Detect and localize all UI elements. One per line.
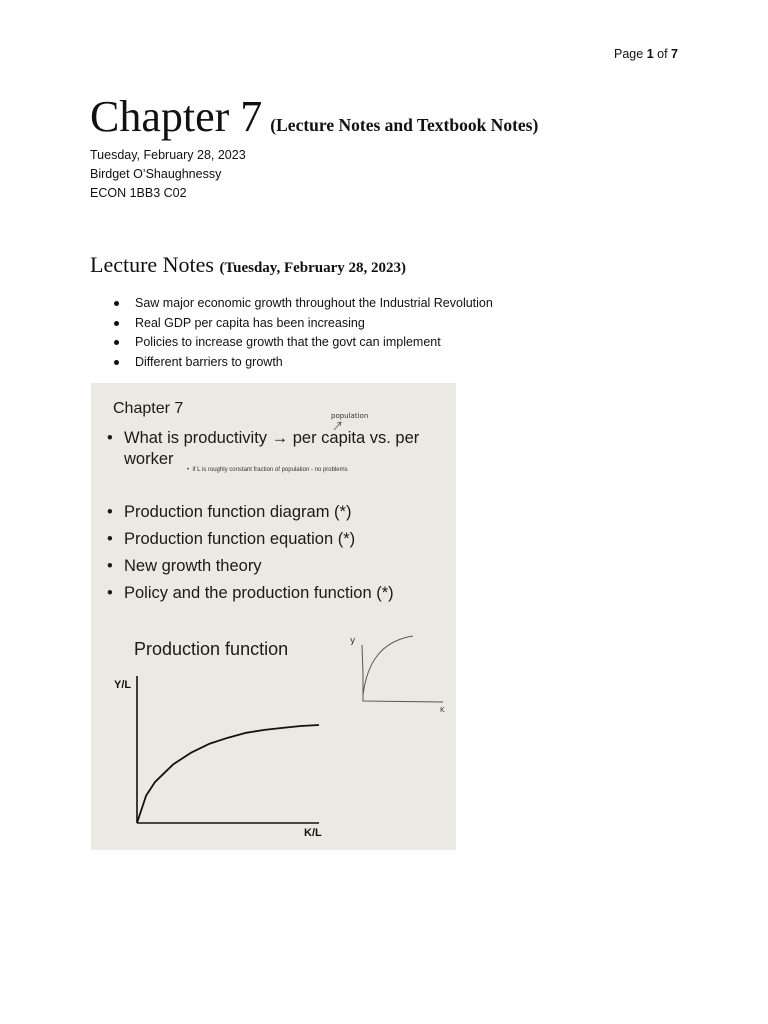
list-item xyxy=(112,314,493,334)
bullet-dot xyxy=(114,340,119,345)
section-date: (Tuesday, February 28, 2023) xyxy=(219,260,407,276)
slide-bullet-char: • xyxy=(107,530,113,548)
slide-bullet-text: Production function equation (*) xyxy=(124,530,356,548)
slide-title: Chapter 7 xyxy=(113,400,184,417)
chapter-subtitle: (Lecture Notes and Textbook Notes) xyxy=(270,115,539,135)
list-item xyxy=(112,294,493,314)
chapter-title-text: Chapter 7 xyxy=(90,92,263,141)
meta-author: Birdget O’Shaughnessy xyxy=(90,167,222,181)
x-axis-label: K/L xyxy=(304,827,322,839)
section-title xyxy=(90,252,406,278)
slide-bullet-text: What is productivity → per capita vs. per xyxy=(124,429,420,447)
slide-bullet-char: • xyxy=(107,584,113,602)
list-item-text: Policies to increase growth that the govt can implement xyxy=(135,335,441,349)
page-sep: of xyxy=(657,47,668,61)
bullet-dot xyxy=(114,301,119,306)
lecture-bullets xyxy=(112,294,493,372)
sketch-x-label: K xyxy=(440,706,445,714)
list-item xyxy=(112,353,493,373)
slide-bullet-char: • xyxy=(107,557,113,575)
chapter-title xyxy=(90,92,539,141)
list-item-text: Saw major economic growth throughout the Industrial Revolution xyxy=(135,296,493,310)
page-total: 7 xyxy=(671,47,678,61)
slide-bullet-cont-text: worker xyxy=(124,450,174,468)
lecture-slide-image xyxy=(91,383,456,850)
sub-note: • if L is roughly constant fraction of population - no problems xyxy=(187,467,348,473)
production-function-curve xyxy=(137,725,319,823)
slide-bullet-char: • xyxy=(107,503,113,521)
chart-title: Production function xyxy=(134,639,289,659)
page-number xyxy=(614,47,678,61)
list-item-text: Different barriers to growth xyxy=(135,354,283,369)
sketch-y-label: y xyxy=(350,636,356,646)
slide-bullet-text: Production function diagram (*) xyxy=(124,503,352,521)
list-item xyxy=(112,333,493,353)
page-prefix: Page xyxy=(614,47,644,61)
list-item-text: Real GDP per capita has been increasing xyxy=(135,315,365,330)
section-heading: Lecture Notes xyxy=(90,252,214,277)
slide-bullet-text: Policy and the production function (*) xyxy=(124,584,394,602)
bullet-dot xyxy=(114,360,119,365)
bullet-dot xyxy=(114,321,119,326)
y-axis-label: Y/L xyxy=(114,679,132,691)
sub-note-text: if L is roughly constant fraction of population - no problems xyxy=(192,467,348,473)
page-current: 1 xyxy=(646,47,654,61)
annotation-population: population xyxy=(331,412,369,420)
meta-date: Tuesday, February 28, 2023 xyxy=(90,148,246,162)
slide-bullet-text: New growth theory xyxy=(124,557,262,575)
meta-course: ECON 1BB3 C02 xyxy=(90,186,187,200)
production-function-chart xyxy=(91,383,456,850)
slide-bullet-char: • xyxy=(107,429,113,447)
